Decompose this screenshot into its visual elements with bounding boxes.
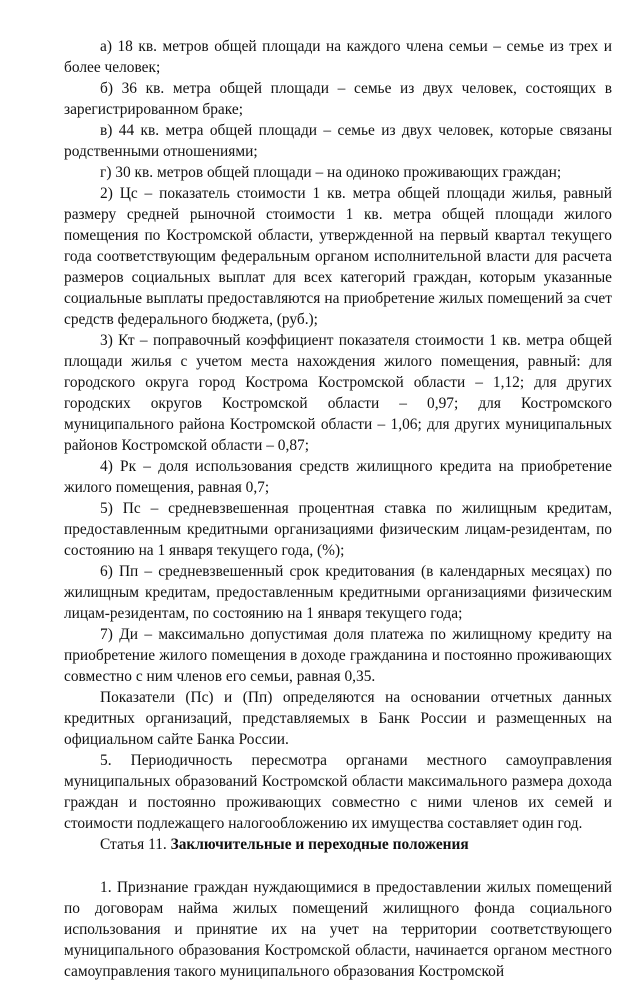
definition-rk: 4) Рк – доля использования средств жилищного кредита на приобретение жилого помещения, равная 0,7; — [64, 458, 612, 496]
article-heading — [64, 834, 612, 855]
article-title: Заключительные и переходные положения — [170, 836, 469, 853]
definition-di: 7) Ди – максимально допустимая доля платежа по жилищному кредиту на приобретение жилого помещения в доходе гражданина и постоянно проживающих совместно с ним членов его семьи, равная 0,35. — [64, 626, 612, 685]
document-page — [64, 36, 612, 982]
definition-ps: 5) Пс – средневзвешенная процентная ставка по жилищным кредитам, предоставленным кредитными организациями физическим лицам-резидентам, по состоянию на 1 января текущего года, (%); — [64, 500, 612, 559]
list-item-b: б) 36 кв. метра общей площади – семье из двух человек, состоящих в зарегистрированном браке; — [64, 80, 612, 118]
definition-km: 3) Кт – поправочный коэффициент показателя стоимости 1 кв. метра общей площади жилья с учетом места нахождения жилого помещения, равный: для городского округа город Кострома Костромской области – 1,12; для других городских округов Костромской области – 0,97; для Костромского муниципального района Костромской области – 1,06; для других муниципальных районов Костромской области – 0,87; — [64, 332, 612, 454]
list-item-a: а) 18 кв. метров общей площади на каждого члена семьи – семье из трех и более человек; — [64, 38, 612, 76]
definition-pp: 6) Пп – средневзвешенный срок кредитования (в календарных месяцах) по жилищным кредитам, предоставленным кредитными организациями физическим лицам-резидентам, по состоянию на 1 января текущего года; — [64, 563, 612, 622]
indicators-note: Показатели (Пс) и (Пп) определяются на основании отчетных данных кредитных организаций, представляемых в Банк России и размещенных на официальном сайте Банка России. — [64, 689, 612, 748]
list-item-v: в) 44 кв. метра общей площади – семье из двух человек, которые связаны родственными отношениями; — [64, 122, 612, 160]
article-number: Статья 11. — [100, 836, 171, 853]
section-5-paragraph: 5. Периодичность пересмотра органами местного самоуправления муниципальных образований Костромской области максимального размера дохода граждан и постоянно проживающих совместно с ними членов их семей и стоимости подлежащего налогообложению их имущества составляет один год. — [64, 752, 612, 832]
list-item-g: г) 30 кв. метров общей площади – на одиноко проживающих граждан; — [100, 164, 562, 181]
definition-cs: 2) Цс – показатель стоимости 1 кв. метра общей площади жилья, равный размеру средней рыночной стоимости 1 кв. метра общей площади жилого помещения по Костромской области, утвержденной на первый квартал текущего года соответствующим федеральным органом исполнительной власти для расчета размеров социальных выплат для всех категорий граждан, которым указанные социальные выплаты предоставляются на приобретение жилых помещений за счет средств федерального бюджета, (руб.); — [64, 185, 612, 328]
article-11-paragraph-1: 1. Признание граждан нуждающимися в предоставлении жилых помещений по договорам найма жилых помещений жилищного фонда социального использования и принятие их на учет на территории соответствующего муниципального образования Костромской области, начинается органом местного самоуправления такого муниципального образования Костромской — [64, 879, 612, 980]
